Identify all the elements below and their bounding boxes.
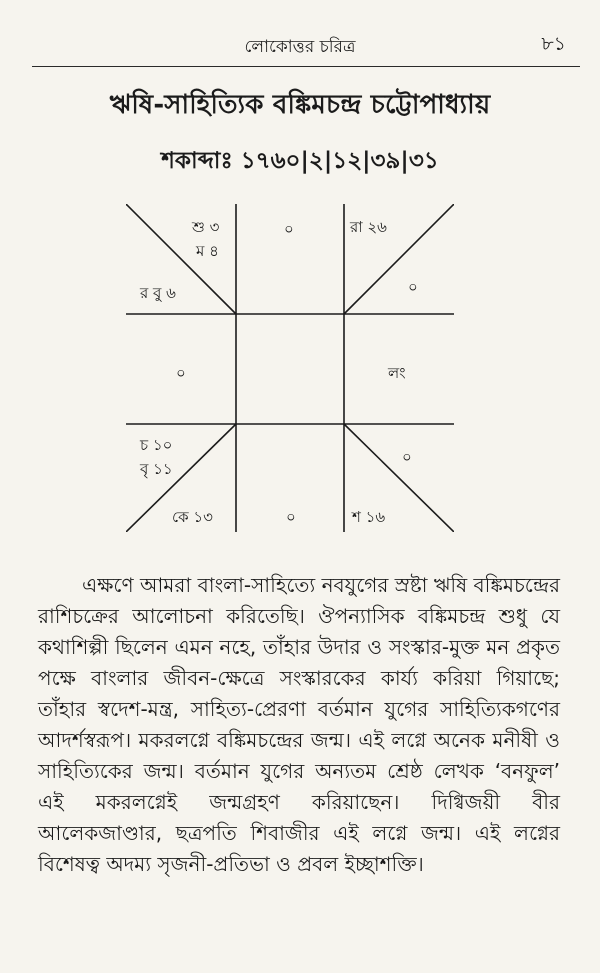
page-number: ৮১ <box>541 33 566 55</box>
house-right-mid: লং <box>388 364 406 382</box>
chapter-title: ঋষি-সাহিত্যিক বঙ্কিমচন্দ্র চট্টোপাধ্যায় <box>109 90 491 120</box>
house-bottom-left: কে ১৩ <box>172 508 213 526</box>
house-left-lower-2: বৃ ১১ <box>140 460 173 478</box>
house-bottom-mid: ০ <box>286 508 296 526</box>
running-title: লোকোত্তর চরিত্র <box>244 37 356 57</box>
house-top-right-upper: রা ২৬ <box>350 218 387 236</box>
house-top-mid: ০ <box>284 220 294 238</box>
header-rule <box>32 66 580 67</box>
horoscope-chart <box>126 204 454 532</box>
house-right-upper: ০ <box>408 278 418 296</box>
house-bottom-right: শ ১৬ <box>352 508 386 526</box>
house-top-left-lower: ম ৪ <box>196 242 219 260</box>
house-right-lower: ০ <box>402 448 412 466</box>
saka-date: শকাব্দাঃ ১৭৬০|২|১২|৩৯|৩১ <box>161 148 439 174</box>
house-left-mid: ০ <box>176 364 186 382</box>
house-top-left-upper: শু ৩ <box>192 218 220 236</box>
body-text <box>38 570 560 880</box>
house-left-lower-1: চ ১০ <box>140 436 173 454</box>
body-paragraph: এক্ষণে আমরা বাংলা-সাহিত্যে নবযুগের স্রষ্টা ঋষি বঙ্কিমচন্দ্রের রাশিচক্রের আলোচনা করিতেছি। ঔপন্যাসিক বঙ্কিমচন্দ্র শুধু যে কথাশিল্পী ছিলেন এমন নহে, তাঁহার উদার ও সংস্কার-মুক্ত মন প্রকৃত পক্ষে বাংলার জীবন-ক্ষেত্রে সংস্কারকের কার্য্য করিয়া গিয়াছে; তাঁহার স্বদেশ-মন্ত্র, সাহিত্য-প্রেরণা বর্তমান যুগের সাহিত্যিকগণের আদর্শস্বরূপ। মকরলগ্নে বঙ্কিমচন্দ্রের জন্ম। এই লগ্নে অনেক মনীষী ও সাহিত্যিকের জন্ম। বর্তমান যুগের অন্যতম শ্রেষ্ঠ লেখক ‘বনফুল’ এই মকরলগ্নেই জন্মগ্রহণ করিয়াছেন। দিগ্বিজয়ী বীর আলেকজাণ্ডার, ছত্রপতি শিবাজীর এই লগ্নে জন্ম। এই লগ্নের বিশেষত্ব অদম্য সৃজনী-প্রতিভা ও প্রবল ইচ্ছাশক্তি। <box>38 573 560 876</box>
house-left-upper: র বু ৬ <box>140 284 176 302</box>
